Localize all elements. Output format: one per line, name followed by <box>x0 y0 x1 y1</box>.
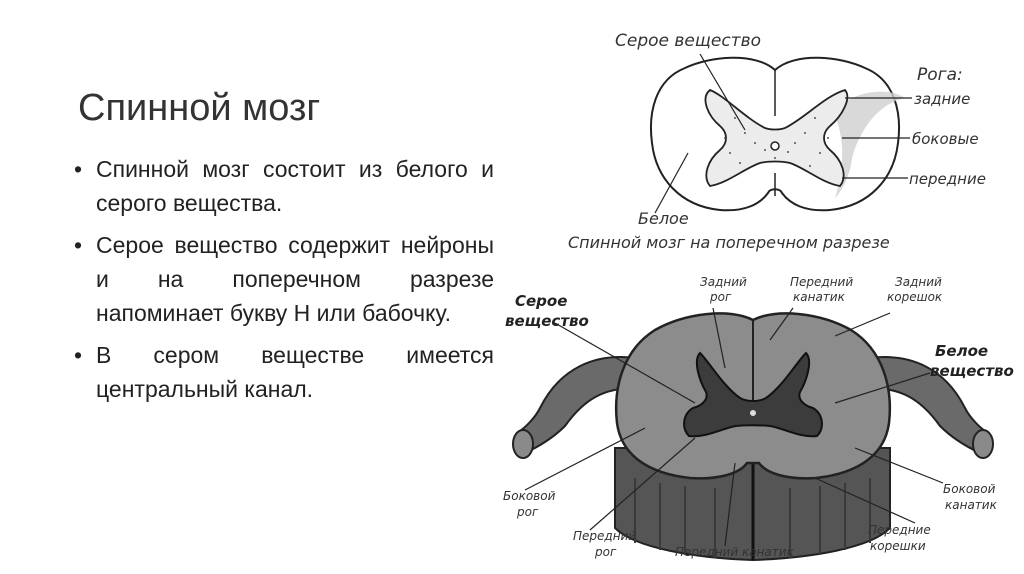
label-gray-matter: Серое вещество <box>615 31 762 51</box>
label-lateral-horns: боковые <box>912 130 979 148</box>
label-posterior-root-1: Задний <box>895 275 942 289</box>
label-gray-matter-1: Серое <box>515 292 568 310</box>
label-anterior-funiculus-1: Передний <box>790 275 854 289</box>
label-lateral-funiculus-2: канатик <box>945 498 997 512</box>
label-gray-matter-2: вещество <box>505 312 589 330</box>
label-anterior-funiculus-2: канатик <box>793 290 845 304</box>
label-white-matter: Белое <box>638 209 689 228</box>
cord-central-canal <box>750 410 756 416</box>
figure-caption: Спинной мозг на поперечном разрезе <box>568 233 890 252</box>
label-lateral-funiculus-1: Боковой <box>943 482 996 496</box>
label-anterior-funiculus-bottom: Передний канатик <box>675 545 794 559</box>
label-anterior-horns: передние <box>909 170 986 188</box>
bullet-item <box>72 338 494 406</box>
central-canal <box>771 142 779 150</box>
bullet-text: В сером веществе имеется центральный канал. <box>96 342 494 402</box>
spinal-cord-detailed-diagram <box>495 268 1024 574</box>
slide-title: Спинной мозг <box>78 87 321 130</box>
label-white-matter-2: вещество <box>930 362 1014 380</box>
label-anterior-horn-1: Передний <box>573 529 637 543</box>
bullet-text: Спинной мозг состоит из белого и серого вещества. <box>96 156 494 216</box>
bullet-dot: • <box>74 156 83 182</box>
left-root-end <box>513 430 533 458</box>
bullet-list <box>72 152 494 414</box>
label-horns: Рога: <box>917 65 963 85</box>
bullet-item <box>72 152 494 220</box>
right-root-end <box>973 430 993 458</box>
label-posterior-horns: задние <box>914 90 971 108</box>
bullet-text: Серое вещество содержит нейроны и на поперечном разрезе напоминает букву Н или бабочку. <box>96 232 494 326</box>
label-posterior-root-2: корешок <box>887 290 943 304</box>
label-anterior-roots-1: Передние <box>868 523 931 537</box>
label-posterior-horn-1: Задний <box>700 275 747 289</box>
bullet-dot: • <box>74 342 83 368</box>
label-lateral-horn-1: Боковой <box>503 489 556 503</box>
label-white-matter-1: Белое <box>935 342 989 360</box>
label-anterior-roots-2: корешки <box>870 539 926 553</box>
label-anterior-horn-2: рог <box>595 545 617 559</box>
label-posterior-horn-2: рог <box>710 290 732 304</box>
spinal-cord-cross-section-diagram <box>560 18 990 258</box>
label-lateral-horn-2: рог <box>517 505 539 519</box>
bullet-item <box>72 228 494 330</box>
bullet-dot: • <box>74 232 83 258</box>
